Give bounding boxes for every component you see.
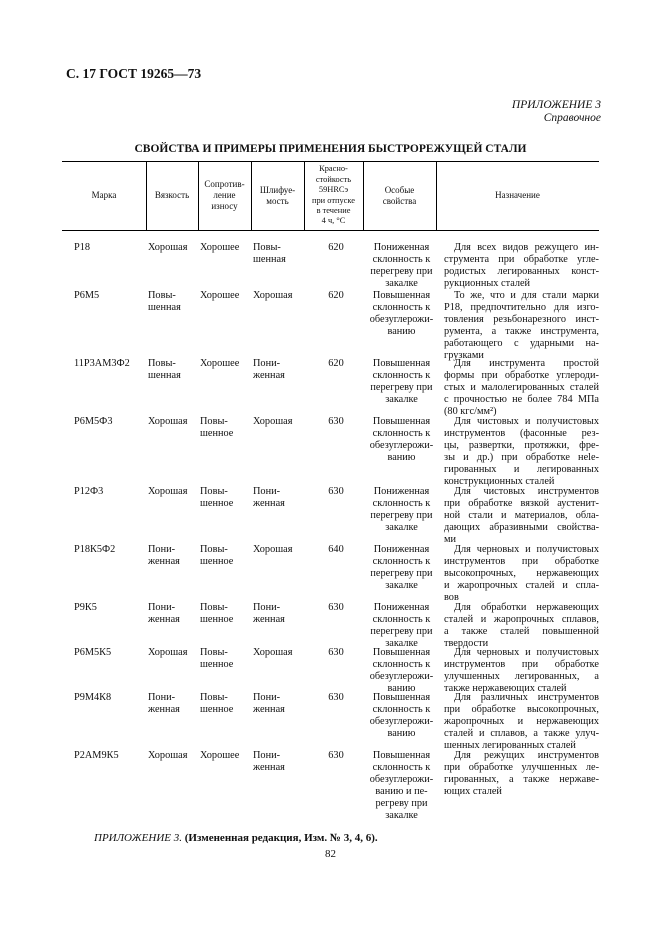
column-header-special: Особые свойства <box>382 184 417 206</box>
purpose-line: Для различных инструментов <box>454 692 599 703</box>
purpose-line: инструментов (фасонные рез- <box>444 428 599 439</box>
cell-grade: Р6М5К5 <box>74 647 112 658</box>
cell-red-hardness: 620 <box>328 290 344 301</box>
cell-grindability: Хорошая <box>253 544 293 555</box>
purpose-line: инструментов при обработке <box>444 556 599 567</box>
purpose-line: жаропрочных и нержавеющих <box>444 716 599 727</box>
cell-purpose <box>444 416 599 488</box>
cell-grade: Р9М4К8 <box>74 692 112 703</box>
purpose-line: улучшенных легированных, а <box>444 671 599 682</box>
cell-purpose <box>444 647 599 695</box>
cell-wear-resistance: Хорошее <box>200 290 240 301</box>
cell-special-properties: Повышенная склонность к обезуглерожи- ванию <box>369 416 434 463</box>
footnote-text: (Измененная редакция, Изм. № 3, 4, 6). <box>184 832 378 844</box>
appendix-label: ПРИЛОЖЕНИЕ 3 <box>511 99 601 111</box>
purpose-line: стых и малолегированных сталей <box>444 382 599 393</box>
purpose-line: инструментов при обработке <box>444 659 599 670</box>
cell-grade: Р18К5Ф2 <box>74 544 116 555</box>
cell-red-hardness: 630 <box>328 486 344 497</box>
table-title: СВОЙСТВА И ПРИМЕРЫ ПРИМЕНЕНИЯ БЫСТРОРЕЖУЩЕЙ СТАЛИ <box>134 143 527 155</box>
cell-red-hardness: 640 <box>328 544 344 555</box>
purpose-line: вов <box>444 592 459 603</box>
cell-wear-resistance: Повы- шенное <box>200 602 234 625</box>
cell-toughness: Хорошая <box>148 486 188 497</box>
purpose-line: товления резьбонарезного инст- <box>444 314 599 325</box>
page-header: С. 17 ГОСТ 19265—73 <box>66 66 202 81</box>
cell-toughness: Хорошая <box>148 416 188 427</box>
purpose-line: гированных, а также нержаве- <box>444 774 599 785</box>
purpose-line: высокопрочных, нержавеющих <box>444 568 599 579</box>
cell-toughness: Пони- женная <box>148 544 180 567</box>
purpose-line: ной стали и материалов, обла- <box>444 510 599 521</box>
cell-red-hardness: 630 <box>328 647 344 658</box>
cell-special-properties: Пониженная склонность к перегреву при закалке <box>370 544 433 591</box>
cell-special-properties: Повышенная склонность к перегреву при закалке <box>370 358 433 405</box>
cell-special-properties: Повышенная склонность к обезуглерожи- ванию <box>369 692 434 739</box>
purpose-line: Р18, предпочтительно для изго- <box>444 302 599 313</box>
cell-wear-resistance: Повы- шенное <box>200 544 234 567</box>
cell-grindability: Пони- женная <box>253 358 285 381</box>
cell-purpose <box>444 692 599 752</box>
cell-purpose <box>444 242 599 290</box>
purpose-line: дающих абразивными свойства- <box>444 522 599 533</box>
cell-special-properties: Повышенная склонность к обезуглерожи- ванию <box>369 290 434 337</box>
cell-grindability: Пони- женная <box>253 602 285 625</box>
purpose-line: зы и др.) при обработке нele- <box>444 452 599 463</box>
column-header-purpose: Назначение <box>495 190 540 200</box>
purpose-line: родистых легированных конст- <box>444 266 599 277</box>
cell-grade: 11Р3АМ3Ф2 <box>74 358 130 369</box>
cell-wear-resistance: Хорошее <box>200 750 240 761</box>
purpose-line: Для режущих инструментов <box>454 750 599 761</box>
cell-grade: Р12Ф3 <box>74 486 104 497</box>
cell-red-hardness: 630 <box>328 416 344 427</box>
purpose-line: ющих сталей <box>444 786 502 797</box>
cell-grindability: Хорошая <box>253 290 293 301</box>
purpose-line: грузками <box>444 350 484 361</box>
purpose-line: струмента при обработке угле- <box>444 254 599 265</box>
cell-wear-resistance: Повы- шенное <box>200 692 234 715</box>
cell-grindability: Хорошая <box>253 416 293 427</box>
cell-wear-resistance: Хорошее <box>200 358 240 369</box>
purpose-line: а также сталей повышенной <box>444 626 599 637</box>
purpose-line: Для инструмента простой <box>454 358 599 369</box>
purpose-line: при обработке улучшенных ле- <box>444 762 599 773</box>
cell-purpose <box>444 486 599 546</box>
cell-toughness: Хорошая <box>148 750 188 761</box>
purpose-line: и жаропрочных сталей и спла- <box>444 580 599 591</box>
cell-red-hardness: 630 <box>328 750 344 761</box>
cell-purpose <box>444 602 599 650</box>
cell-toughness: Повы- шенная <box>148 290 181 313</box>
cell-special-properties: Повышенная склонность к обезуглерожи- ванию <box>369 647 434 694</box>
cell-purpose <box>444 290 599 362</box>
cell-grade: Р18 <box>74 242 91 253</box>
cell-red-hardness: 630 <box>328 692 344 703</box>
cell-purpose <box>444 544 599 604</box>
purpose-line: Для всех видов режущего ин- <box>454 242 599 253</box>
purpose-line: Для чистовых и получистовых <box>454 416 599 427</box>
purpose-line: румента, а также инструмента, <box>444 326 599 337</box>
cell-grindability: Пони- женная <box>253 750 285 773</box>
cell-toughness: Хорошая <box>148 242 188 253</box>
purpose-line: Для чистовых инструментов <box>454 486 599 497</box>
column-header-toughness: Вязкость <box>154 190 190 200</box>
purpose-line: работающего с ударными на- <box>444 338 599 349</box>
cell-purpose <box>444 750 599 798</box>
purpose-line: также нержавеющих сталей <box>444 683 567 694</box>
cell-wear-resistance: Хорошее <box>200 242 240 253</box>
page-number: 82 <box>325 848 336 860</box>
purpose-line: Для обработки нержавеющих <box>454 602 599 613</box>
cell-wear-resistance: Повы- шенное <box>200 647 234 670</box>
purpose-line: Для черновых и получистовых <box>454 544 599 555</box>
column-header-grade: Марка <box>91 190 117 200</box>
cell-grindability: Хорошая <box>253 647 293 658</box>
purpose-line: сталей и сплавов, а также улуч- <box>444 728 599 739</box>
purpose-line: при обработке вязкой аустенит- <box>444 498 599 509</box>
purpose-line: рукционных сталей <box>444 278 531 289</box>
cell-red-hardness: 620 <box>328 242 344 253</box>
footnote-label: ПРИЛОЖЕНИЕ 3. <box>94 832 182 844</box>
cell-grindability: Пони- женная <box>253 486 285 509</box>
cell-special-properties: Пониженная склонность к перегреву при закалке <box>370 602 433 649</box>
cell-grindability: Пони- женная <box>253 692 285 715</box>
cell-wear-resistance: Повы- шенное <box>200 486 234 509</box>
cell-grade: Р6М5Ф3 <box>74 416 113 427</box>
appendix-type: Справочное <box>543 112 601 124</box>
cell-grade: Р6М5 <box>74 290 100 301</box>
purpose-line: при обработке высокопрочных, <box>444 704 599 715</box>
footnote <box>94 832 378 844</box>
purpose-line: цы, развертки, протяжки, фре- <box>444 440 599 451</box>
purpose-line: (80 кгс/мм²) <box>444 406 497 417</box>
cell-red-hardness: 630 <box>328 602 344 613</box>
cell-wear-resistance: Повы- шенное <box>200 416 234 439</box>
cell-toughness: Хорошая <box>148 647 188 658</box>
purpose-line: формы при обработке углероди- <box>444 370 599 381</box>
purpose-line: То же, что и для стали марки <box>454 290 599 301</box>
purpose-line: с прочностью не более 784 МПа <box>444 394 599 405</box>
cell-special-properties: Пониженная склонность к перегреву при закалке <box>370 242 433 289</box>
purpose-line: ми <box>444 534 457 545</box>
purpose-line: твердости <box>444 638 489 649</box>
cell-grade: Р2АМ9К5 <box>74 750 119 761</box>
cell-purpose <box>444 358 599 418</box>
purpose-line: конструкционных сталей <box>444 476 555 487</box>
purpose-line: шенных легированных сталей <box>444 740 576 751</box>
cell-toughness: Повы- шенная <box>148 358 181 381</box>
cell-toughness: Пони- женная <box>148 602 180 625</box>
cell-grade: Р9К5 <box>74 602 97 613</box>
cell-special-properties: Пониженная склонность к перегреву при закалке <box>370 486 433 533</box>
column-header-wear: Сопротив- ление износу <box>204 179 245 211</box>
table-header-rule <box>62 230 599 231</box>
purpose-line: Для черновых и получистовых <box>454 647 599 658</box>
appendix-label-block <box>512 99 601 125</box>
purpose-line: гированных и легированных <box>444 464 599 475</box>
cell-toughness: Пони- женная <box>148 692 180 715</box>
cell-red-hardness: 620 <box>328 358 344 369</box>
cell-grindability: Повы- шенная <box>253 242 286 265</box>
cell-special-properties: Повышенная склонность к обезуглерожи- ванию и пе- регреву при закалке <box>369 750 434 821</box>
column-header-grind: Шлифуе- мость <box>259 184 296 206</box>
purpose-line: сталей и жаропрочных сплавов, <box>444 614 599 625</box>
column-header-red-hardness: Красно- стойкость 59HRCэ при отпуске в течение 4 ч, °С <box>312 164 355 226</box>
